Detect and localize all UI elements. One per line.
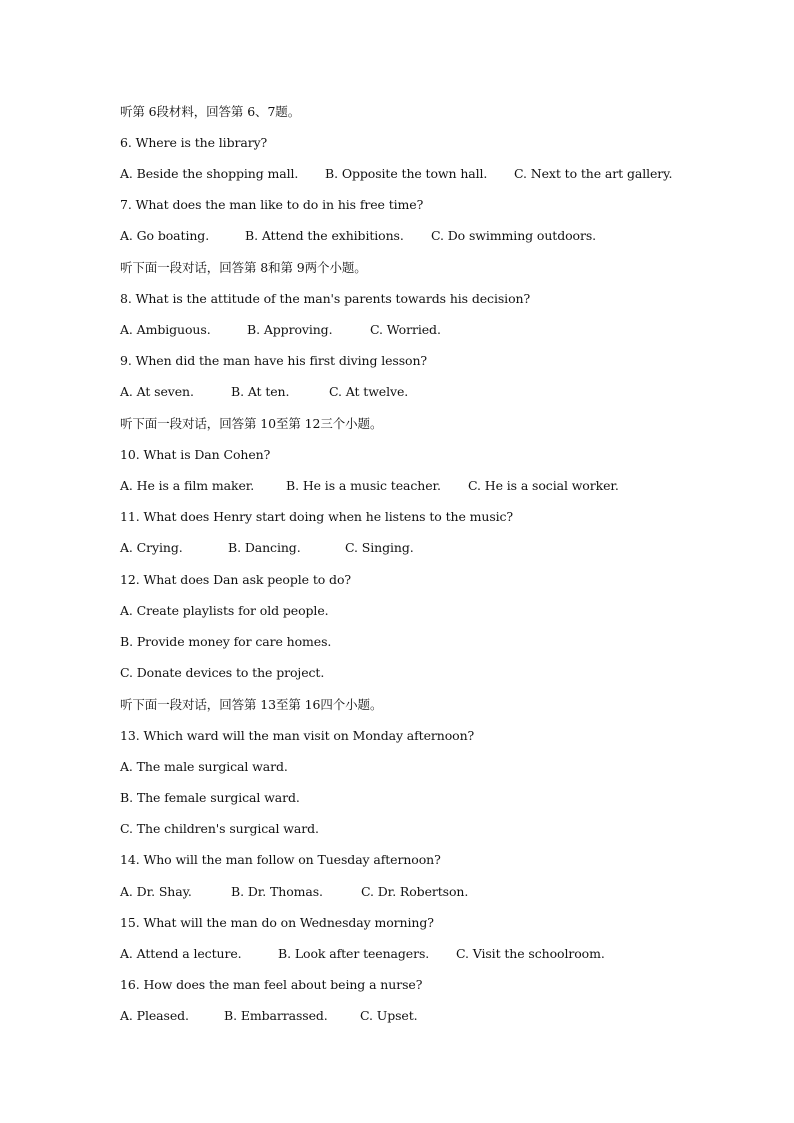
question-9-option-a: A. At seven. xyxy=(120,384,194,399)
question-10-option-b: B. He is a music teacher. xyxy=(286,478,441,493)
question-14-option-c: C. Dr. Robertson. xyxy=(361,884,469,899)
question-7-option-b: B. Attend the exhibitions. xyxy=(245,228,404,243)
question-15-option-a: A. Attend a lecture. xyxy=(120,946,242,961)
question-10: 10. What is Dan Cohen? xyxy=(120,447,271,462)
section-heading-13-16: 听下面一段对话，回答第 13至第 16四个小题。 xyxy=(120,697,383,712)
section-heading-10-12: 听下面一段对话，回答第 10至第 12三个小题。 xyxy=(120,416,383,431)
question-11: 11. What does Henry start doing when he listens to the music? xyxy=(120,509,514,524)
question-13-option-c: C. The children's surgical ward. xyxy=(120,821,319,836)
question-9: 9. When did the man have his first diving lesson? xyxy=(120,353,428,368)
question-10-option-a: A. He is a film maker. xyxy=(120,478,255,493)
question-10-option-c: C. He is a social worker. xyxy=(468,478,619,493)
question-8-option-b: B. Approving. xyxy=(247,322,333,337)
question-12-option-a: A. Create playlists for old people. xyxy=(120,603,329,618)
question-15-option-b: B. Look after teenagers. xyxy=(278,946,430,961)
question-11-option-a: A. Crying. xyxy=(120,540,183,555)
question-11-option-b: B. Dancing. xyxy=(228,540,301,555)
section-heading-6-7: 听第 6段材料，回答第 6、7题。 xyxy=(120,104,301,119)
question-12-option-b: B. Provide money for care homes. xyxy=(120,634,332,649)
question-6-option-c: C. Next to the art gallery. xyxy=(514,166,673,181)
question-13: 13. Which ward will the man visit on Monday afternoon? xyxy=(120,728,475,743)
question-16: 16. How does the man feel about being a nurse? xyxy=(120,977,423,992)
question-8: 8. What is the attitude of the man's parents towards his decision? xyxy=(120,291,531,306)
question-16-option-b: B. Embarrassed. xyxy=(224,1008,328,1023)
question-8-option-a: A. Ambiguous. xyxy=(120,322,211,337)
question-15-option-c: C. Visit the schoolroom. xyxy=(456,946,605,961)
section-heading-8-9: 听下面一段对话，回答第 8和第 9两个小题。 xyxy=(120,260,367,275)
question-13-option-a: A. The male surgical ward. xyxy=(120,759,288,774)
question-14-option-a: A. Dr. Shay. xyxy=(120,884,192,899)
question-12-option-c: C. Donate devices to the project. xyxy=(120,665,325,680)
question-7-option-a: A. Go boating. xyxy=(120,228,210,243)
question-16-option-c: C. Upset. xyxy=(360,1008,418,1023)
question-6-option-b: B. Opposite the town hall. xyxy=(325,166,488,181)
question-9-option-b: B. At ten. xyxy=(231,384,290,399)
question-14: 14. Who will the man follow on Tuesday afternoon? xyxy=(120,852,441,867)
question-7-option-c: C. Do swimming outdoors. xyxy=(431,228,597,243)
question-6: 6. Where is the library? xyxy=(120,135,268,150)
question-15: 15. What will the man do on Wednesday morning? xyxy=(120,915,434,930)
question-6-option-a: A. Beside the shopping mall. xyxy=(120,166,299,181)
question-16-option-a: A. Pleased. xyxy=(120,1008,189,1023)
question-11-option-c: C. Singing. xyxy=(345,540,414,555)
question-13-option-b: B. The female surgical ward. xyxy=(120,790,300,805)
question-12: 12. What does Dan ask people to do? xyxy=(120,572,351,587)
question-9-option-c: C. At twelve. xyxy=(329,384,409,399)
question-7: 7. What does the man like to do in his free time? xyxy=(120,197,424,212)
question-14-option-b: B. Dr. Thomas. xyxy=(231,884,323,899)
question-8-option-c: C. Worried. xyxy=(370,322,441,337)
